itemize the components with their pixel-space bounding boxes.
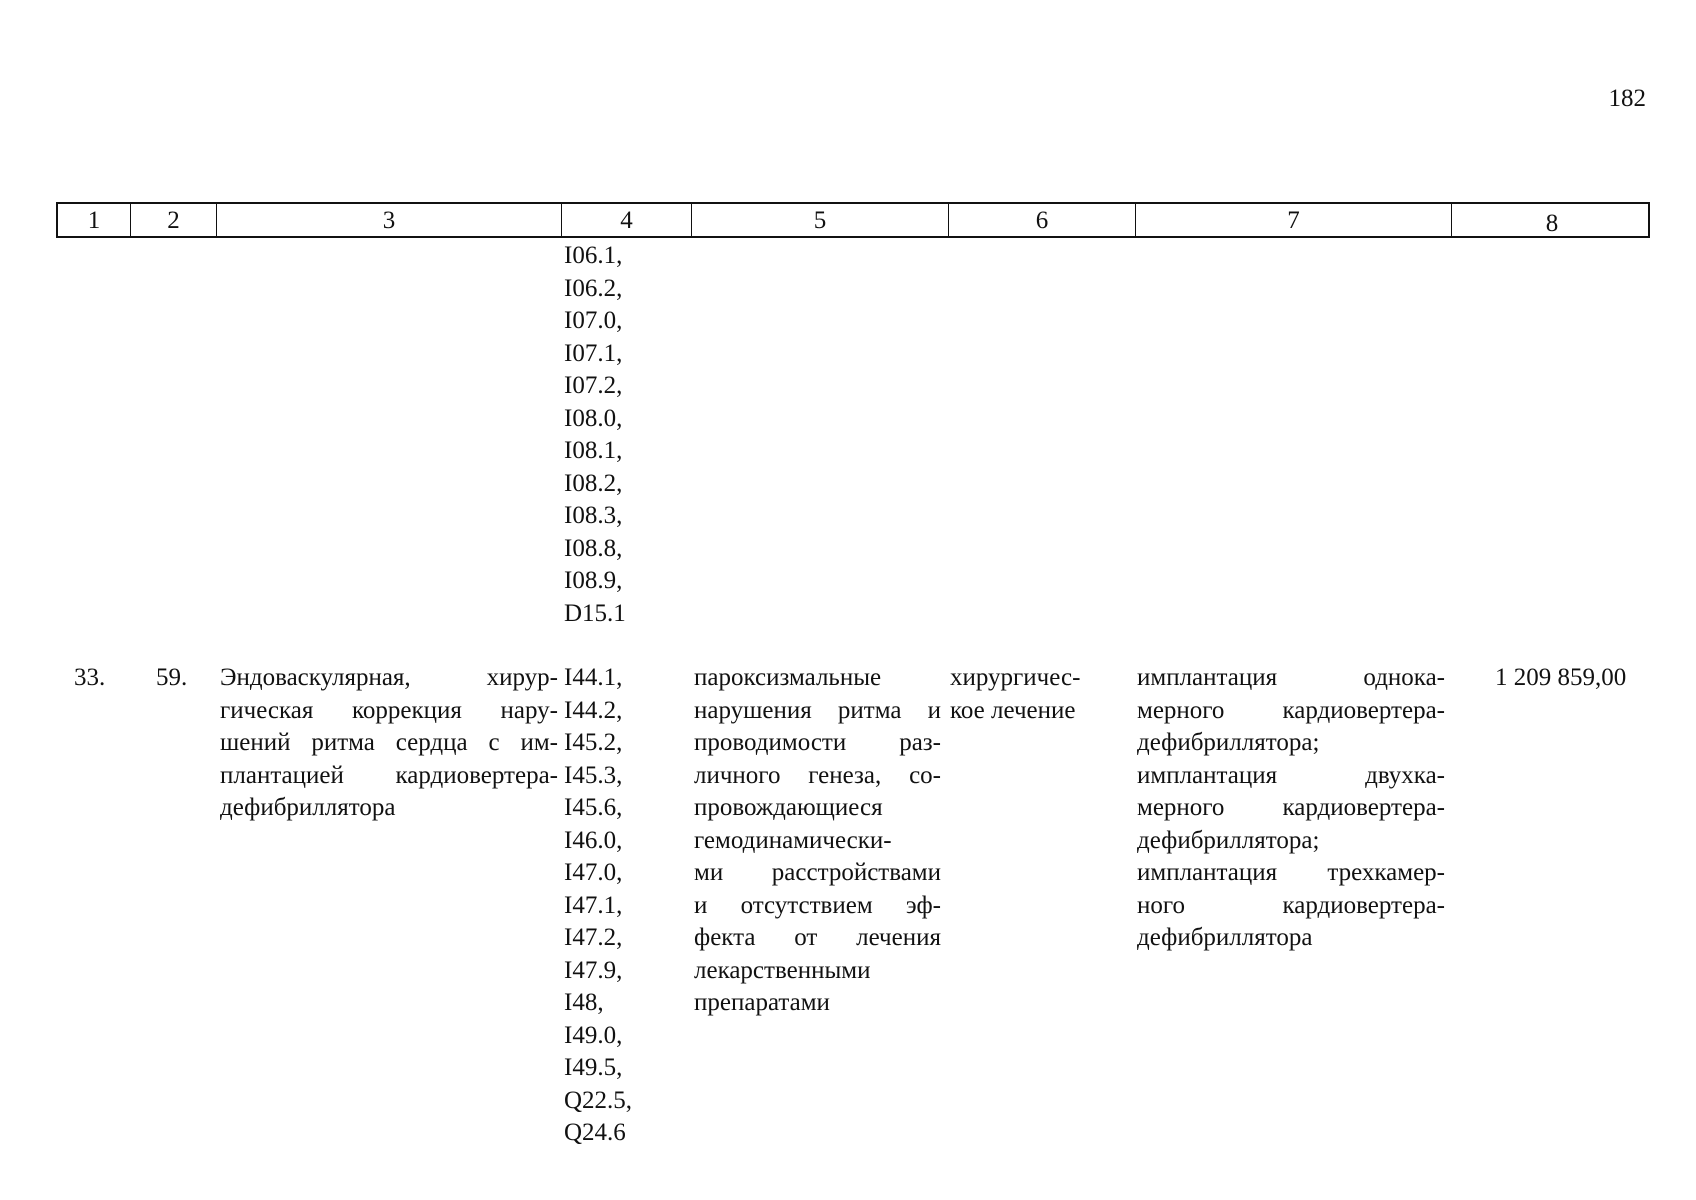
text-line: ми расстройствами — [694, 859, 941, 886]
text-line: I46.0, — [564, 826, 623, 854]
text-line: I08.8, — [564, 534, 623, 562]
table-header-row — [56, 202, 1650, 238]
row-codes-cell — [564, 662, 632, 1150]
text-line: I47.1, — [564, 891, 623, 919]
row-number: 33. — [74, 664, 106, 691]
text-line: I08.0, — [564, 404, 623, 432]
text-line: гемодинамически- — [694, 826, 892, 854]
text-line: I44.2, — [564, 696, 623, 724]
text-line: I08.9, — [564, 567, 623, 594]
text-line: дефибриллятора; — [1137, 729, 1320, 756]
text-line: I45.6, — [564, 794, 623, 821]
header-col-7: 7 — [1135, 204, 1451, 236]
header-col-8: 8 — [1451, 204, 1652, 236]
text-line: I08.3, — [564, 502, 623, 529]
text-line: Q22.5, — [564, 1086, 633, 1114]
text-line: дефибриллятора; — [1137, 826, 1320, 854]
text-line: ного кардиовертера- — [1137, 891, 1445, 919]
text-line: препаратами — [694, 989, 830, 1016]
text-line: плантацией кардиовертера- — [220, 761, 558, 789]
header-col-3: 3 — [216, 204, 561, 236]
text-line: провождающиеся — [694, 794, 883, 821]
text-line: I45.3, — [564, 761, 623, 789]
text-line: I44.1, — [564, 664, 623, 691]
text-line: мерного кардиовертера- — [1137, 794, 1445, 821]
header-col-1: 1 — [87, 207, 101, 234]
text-line: имплантация двухка- — [1137, 761, 1445, 789]
page-number: 182 — [1608, 85, 1646, 112]
text-line: I07.0, — [564, 307, 623, 334]
text-line: I08.2, — [564, 469, 623, 497]
text-line: D15.1 — [564, 599, 626, 627]
text-line: I49.5, — [564, 1054, 623, 1081]
text-line: Эндоваскулярная, хирур- — [220, 664, 558, 691]
text-line: личного генеза, со- — [694, 761, 941, 789]
text-line: гическая коррекция нару- — [220, 696, 558, 724]
text-line: имплантация трехкамер- — [1137, 859, 1445, 886]
text-line: дефибриллятора — [220, 794, 396, 821]
text-line: I06.1, — [564, 242, 623, 269]
row-model-cell — [694, 662, 941, 1020]
row-cost-cell: 1 209 859,00 — [1495, 664, 1627, 691]
row-group-number: 59. — [156, 664, 188, 691]
text-line: пароксизмальные — [694, 664, 882, 691]
text-line: I07.1, — [564, 339, 623, 367]
header-col-5: 5 — [691, 204, 948, 236]
text-line: I45.2, — [564, 729, 623, 756]
row-method-cell — [1137, 662, 1445, 955]
text-line: шений ритма сердца с им- — [220, 729, 558, 756]
text-line: I47.9, — [564, 956, 623, 984]
text-line: I47.2, — [564, 924, 623, 951]
text-line: кое лечение — [950, 696, 1076, 724]
header-col-4: 4 — [561, 204, 691, 236]
text-line: фекта от лечения — [694, 924, 941, 951]
text-line: проводимости раз- — [694, 729, 941, 756]
text-line: I49.0, — [564, 1021, 623, 1049]
row-treatment-cell — [950, 662, 1100, 727]
text-line: дефибриллятора — [1137, 924, 1313, 951]
text-line: нарушения ритма и — [694, 696, 941, 724]
text-line: имплантация однока- — [1137, 664, 1445, 691]
text-line: хирургичес- — [950, 664, 1081, 691]
header-col-6: 6 — [948, 204, 1135, 236]
text-line: I08.1, — [564, 437, 623, 464]
text-line: I06.2, — [564, 274, 623, 302]
text-line: Q24.6 — [564, 1119, 626, 1146]
text-line: I07.2, — [564, 372, 623, 399]
text-line: и отсутствием эф- — [694, 891, 941, 919]
text-line: I47.0, — [564, 859, 623, 886]
continued-codes-list — [564, 240, 626, 630]
text-line: I48, — [564, 989, 604, 1016]
text-line: лекарственными — [694, 956, 871, 984]
row-name-cell — [220, 662, 558, 825]
text-line: мерного кардиовертера- — [1137, 696, 1445, 724]
header-col-2: 2 — [130, 204, 216, 236]
